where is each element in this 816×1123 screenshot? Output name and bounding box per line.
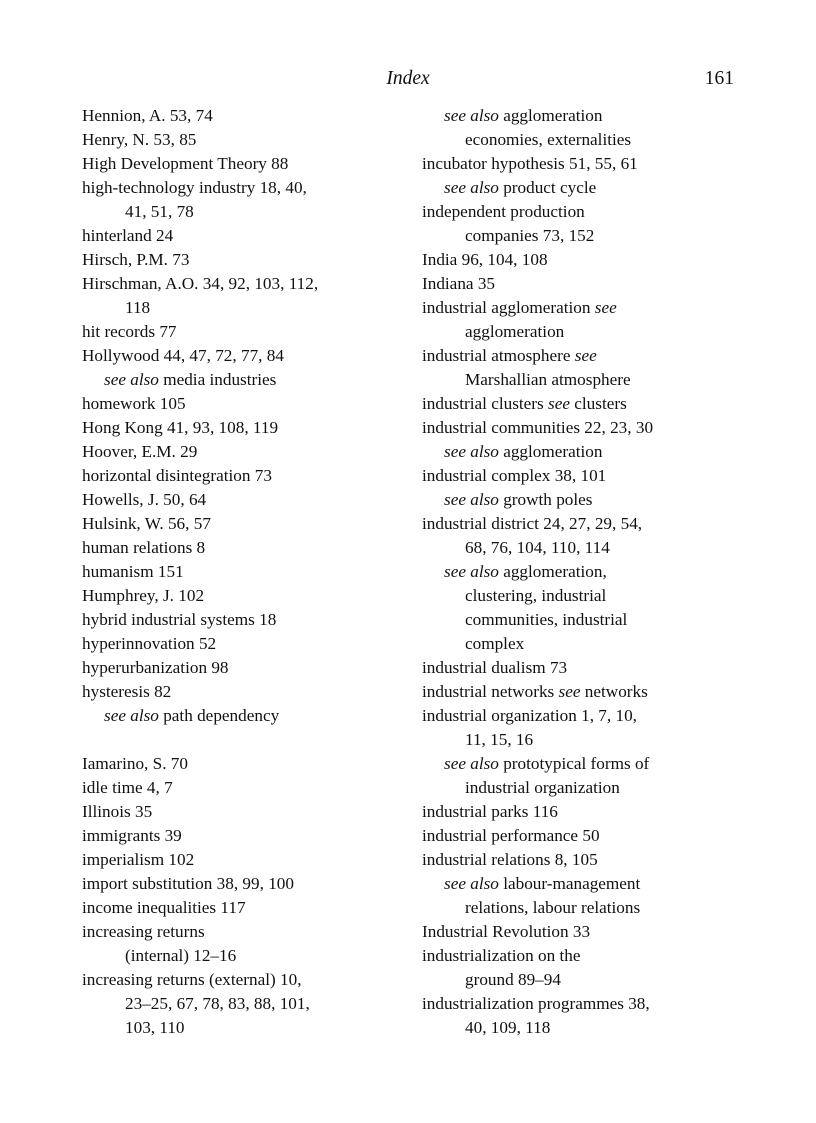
index-entry	[82, 800, 402, 824]
entry-text: idle time 4, 7	[82, 778, 173, 797]
index-entry-continuation	[422, 584, 742, 608]
entry-text: Humphrey, J. 102	[82, 586, 205, 605]
index-entry	[82, 776, 402, 800]
index-entry	[82, 272, 402, 296]
entry-text: clustering, industrial	[465, 586, 607, 605]
entry-text: communities, industrial	[465, 610, 628, 629]
entry-text: Marshallian atmosphere	[465, 370, 631, 389]
index-entry	[422, 272, 742, 296]
index-entry	[82, 104, 402, 128]
entry-text: import substitution 38, 99, 100	[82, 874, 294, 893]
index-entry-continuation	[82, 944, 402, 968]
entry-text: (internal) 12–16	[125, 946, 237, 965]
index-entry	[82, 488, 402, 512]
index-entry	[422, 464, 742, 488]
entry-text: Henry, N. 53, 85	[82, 130, 197, 149]
index-entry	[82, 848, 402, 872]
entry-text: hyperinnovation 52	[82, 634, 217, 653]
entry-text: Hoover, E.M. 29	[82, 442, 198, 461]
index-entry	[422, 152, 742, 176]
entry-text: independent production	[422, 202, 585, 221]
entry-text: 118	[125, 298, 151, 317]
see-reference: see also	[444, 178, 499, 197]
index-entry	[82, 128, 402, 152]
index-entry-continuation	[422, 536, 742, 560]
running-title: Index	[386, 68, 430, 89]
entry-text: industrial networks	[422, 682, 559, 701]
index-entry-continuation	[422, 608, 742, 632]
entry-text: agglomeration	[498, 106, 603, 125]
index-entry	[82, 632, 402, 656]
entry-text: networks	[580, 682, 648, 701]
entry-text: growth poles	[498, 490, 593, 509]
index-entry	[82, 584, 402, 608]
entry-text: industrialization programmes 38,	[422, 994, 650, 1013]
entry-text: industrial parks 116	[422, 802, 558, 821]
entry-text: Hulsink, W. 56, 57	[82, 514, 211, 533]
entry-text: Hirsch, P.M. 73	[82, 250, 190, 269]
index-entry-continuation	[422, 776, 742, 800]
see-reference: see	[574, 346, 597, 365]
entry-text: High Development Theory 88	[82, 154, 289, 173]
index-entry	[82, 872, 402, 896]
index-entry	[82, 608, 402, 632]
index-entry-continuation	[422, 896, 742, 920]
index-entry	[82, 656, 402, 680]
entry-text: homework 105	[82, 394, 186, 413]
entry-text: industrial clusters	[422, 394, 549, 413]
index-entry	[422, 416, 742, 440]
index-entry	[82, 920, 402, 944]
entry-text: clusters	[569, 394, 627, 413]
entry-text: 41, 51, 78	[125, 202, 194, 221]
index-entry	[82, 680, 402, 704]
see-reference: see also	[444, 490, 499, 509]
see-reference: see also	[104, 706, 159, 725]
entry-text: Industrial Revolution 33	[422, 922, 591, 941]
entry-text: complex	[465, 634, 525, 653]
entry-text: Hirschman, A.O. 34, 92, 103, 112,	[82, 274, 319, 293]
index-entry	[82, 152, 402, 176]
entry-text: Iamarino, S. 70	[82, 754, 188, 773]
index-entry	[422, 680, 742, 704]
entry-text: high-technology industry 18, 40,	[82, 178, 307, 197]
entry-text: 23–25, 67, 78, 83, 88, 101,	[125, 994, 310, 1013]
entry-text: hit records 77	[82, 322, 177, 341]
index-entry	[82, 824, 402, 848]
entry-text: industrial communities 22, 23, 30	[422, 418, 654, 437]
see-reference: see also	[444, 442, 499, 461]
entry-text: product cycle	[498, 178, 597, 197]
index-entry	[422, 512, 742, 536]
index-entry	[82, 752, 402, 776]
page-header	[82, 68, 734, 96]
index-entry	[82, 560, 402, 584]
entry-text: prototypical forms of	[498, 754, 650, 773]
index-entry	[82, 392, 402, 416]
index-entry-continuation	[422, 560, 742, 584]
entry-text: horizontal disintegration 73	[82, 466, 272, 485]
index-entry	[82, 512, 402, 536]
index-entry-continuation	[422, 104, 742, 128]
index-entry-continuation	[422, 1016, 742, 1040]
entry-text: ground 89–94	[465, 970, 561, 989]
index-entry	[422, 656, 742, 680]
page-number: 161	[704, 68, 734, 89]
entry-text: 40, 109, 118	[465, 1018, 551, 1037]
entry-text: 103, 110	[125, 1018, 185, 1037]
entry-text: economies, externalities	[465, 130, 632, 149]
index-letter-gap	[82, 728, 402, 752]
index-entry-continuation	[422, 728, 742, 752]
index-entry	[422, 200, 742, 224]
entry-text: industrial atmosphere	[422, 346, 575, 365]
entry-text: income inequalities 117	[82, 898, 246, 917]
entry-text: increasing returns (external) 10,	[82, 970, 302, 989]
see-reference: see also	[444, 106, 499, 125]
index-entry-continuation	[422, 224, 742, 248]
entry-text: Illinois 35	[82, 802, 153, 821]
entry-text: industrial complex 38, 101	[422, 466, 607, 485]
index-entry-continuation	[82, 992, 402, 1016]
entry-text: labour-management	[498, 874, 641, 893]
index-entry	[422, 992, 742, 1016]
entry-text: path dependency	[158, 706, 280, 725]
entry-text: hinterland 24	[82, 226, 174, 245]
index-entry-continuation	[82, 1016, 402, 1040]
entry-text: industrial agglomeration	[422, 298, 595, 317]
entry-text: hyperurbanization 98	[82, 658, 229, 677]
index-column-right	[422, 104, 742, 1040]
index-entry-continuation	[82, 200, 402, 224]
index-entry	[82, 968, 402, 992]
index-entry-continuation	[422, 440, 742, 464]
index-entry	[422, 392, 742, 416]
index-entry-continuation	[82, 368, 402, 392]
index-entry	[82, 464, 402, 488]
index-entry	[82, 536, 402, 560]
index-entry	[82, 248, 402, 272]
index-entry	[82, 176, 402, 200]
entry-text: incubator hypothesis 51, 55, 61	[422, 154, 638, 173]
entry-text: agglomeration	[465, 322, 565, 341]
see-reference: see	[558, 682, 581, 701]
entry-text: Indiana 35	[422, 274, 496, 293]
index-entry	[82, 440, 402, 464]
index-entry	[422, 920, 742, 944]
entry-text: industrialization on the	[422, 946, 581, 965]
entry-text: agglomeration	[498, 442, 603, 461]
entry-text: industrial dualism 73	[422, 658, 568, 677]
index-column-left	[82, 104, 402, 1040]
index-entry	[82, 896, 402, 920]
index-entry-continuation	[422, 176, 742, 200]
entry-text: India 96, 104, 108	[422, 250, 548, 269]
index-entry-continuation	[82, 704, 402, 728]
entry-text: hysteresis 82	[82, 682, 172, 701]
entry-text: Hennion, A. 53, 74	[82, 106, 213, 125]
entry-text: agglomeration,	[498, 562, 607, 581]
see-reference: see also	[444, 754, 499, 773]
index-entry-continuation	[422, 128, 742, 152]
entry-text: relations, labour relations	[465, 898, 641, 917]
entry-text: industrial relations 8, 105	[422, 850, 598, 869]
see-reference: see	[548, 394, 570, 413]
see-reference: see also	[444, 874, 499, 893]
index-entry	[422, 824, 742, 848]
entry-text: industrial district 24, 27, 29, 54,	[422, 514, 643, 533]
entry-text: Howells, J. 50, 64	[82, 490, 207, 509]
index-entry	[82, 416, 402, 440]
index-entry	[422, 848, 742, 872]
entry-text: humanism 151	[82, 562, 184, 581]
entry-text: Hong Kong 41, 93, 108, 119	[82, 418, 279, 437]
entry-text: media industries	[158, 370, 277, 389]
entry-text: 68, 76, 104, 110, 114	[465, 538, 610, 557]
entry-text: 11, 15, 16	[465, 730, 534, 749]
entry-text: Hollywood 44, 47, 72, 77, 84	[82, 346, 284, 365]
index-entry	[422, 704, 742, 728]
index-entry	[422, 800, 742, 824]
entry-text: immigrants 39	[82, 826, 182, 845]
index-entry	[422, 248, 742, 272]
index-entry	[422, 944, 742, 968]
entry-text: industrial organization	[465, 778, 620, 797]
entry-text: increasing returns	[82, 922, 205, 941]
entry-text: hybrid industrial systems 18	[82, 610, 277, 629]
index-entry	[422, 344, 742, 368]
entry-text: industrial performance 50	[422, 826, 600, 845]
see-reference: see	[594, 298, 617, 317]
entry-text: human relations 8	[82, 538, 206, 557]
index-entry-continuation	[422, 632, 742, 656]
entry-text: industrial organization 1, 7, 10,	[422, 706, 637, 725]
entry-text: companies 73, 152	[465, 226, 595, 245]
index-entry	[82, 344, 402, 368]
index-entry	[82, 224, 402, 248]
index-entry	[82, 320, 402, 344]
index-entry-continuation	[82, 296, 402, 320]
index-entry-continuation	[422, 320, 742, 344]
entry-text: imperialism 102	[82, 850, 195, 869]
index-entry-continuation	[422, 752, 742, 776]
index-entry-continuation	[422, 872, 742, 896]
index-entry-continuation	[422, 368, 742, 392]
index-entry	[422, 296, 742, 320]
see-reference: see also	[444, 562, 499, 581]
index-entry-continuation	[422, 488, 742, 512]
see-reference: see also	[104, 370, 159, 389]
index-entry-continuation	[422, 968, 742, 992]
